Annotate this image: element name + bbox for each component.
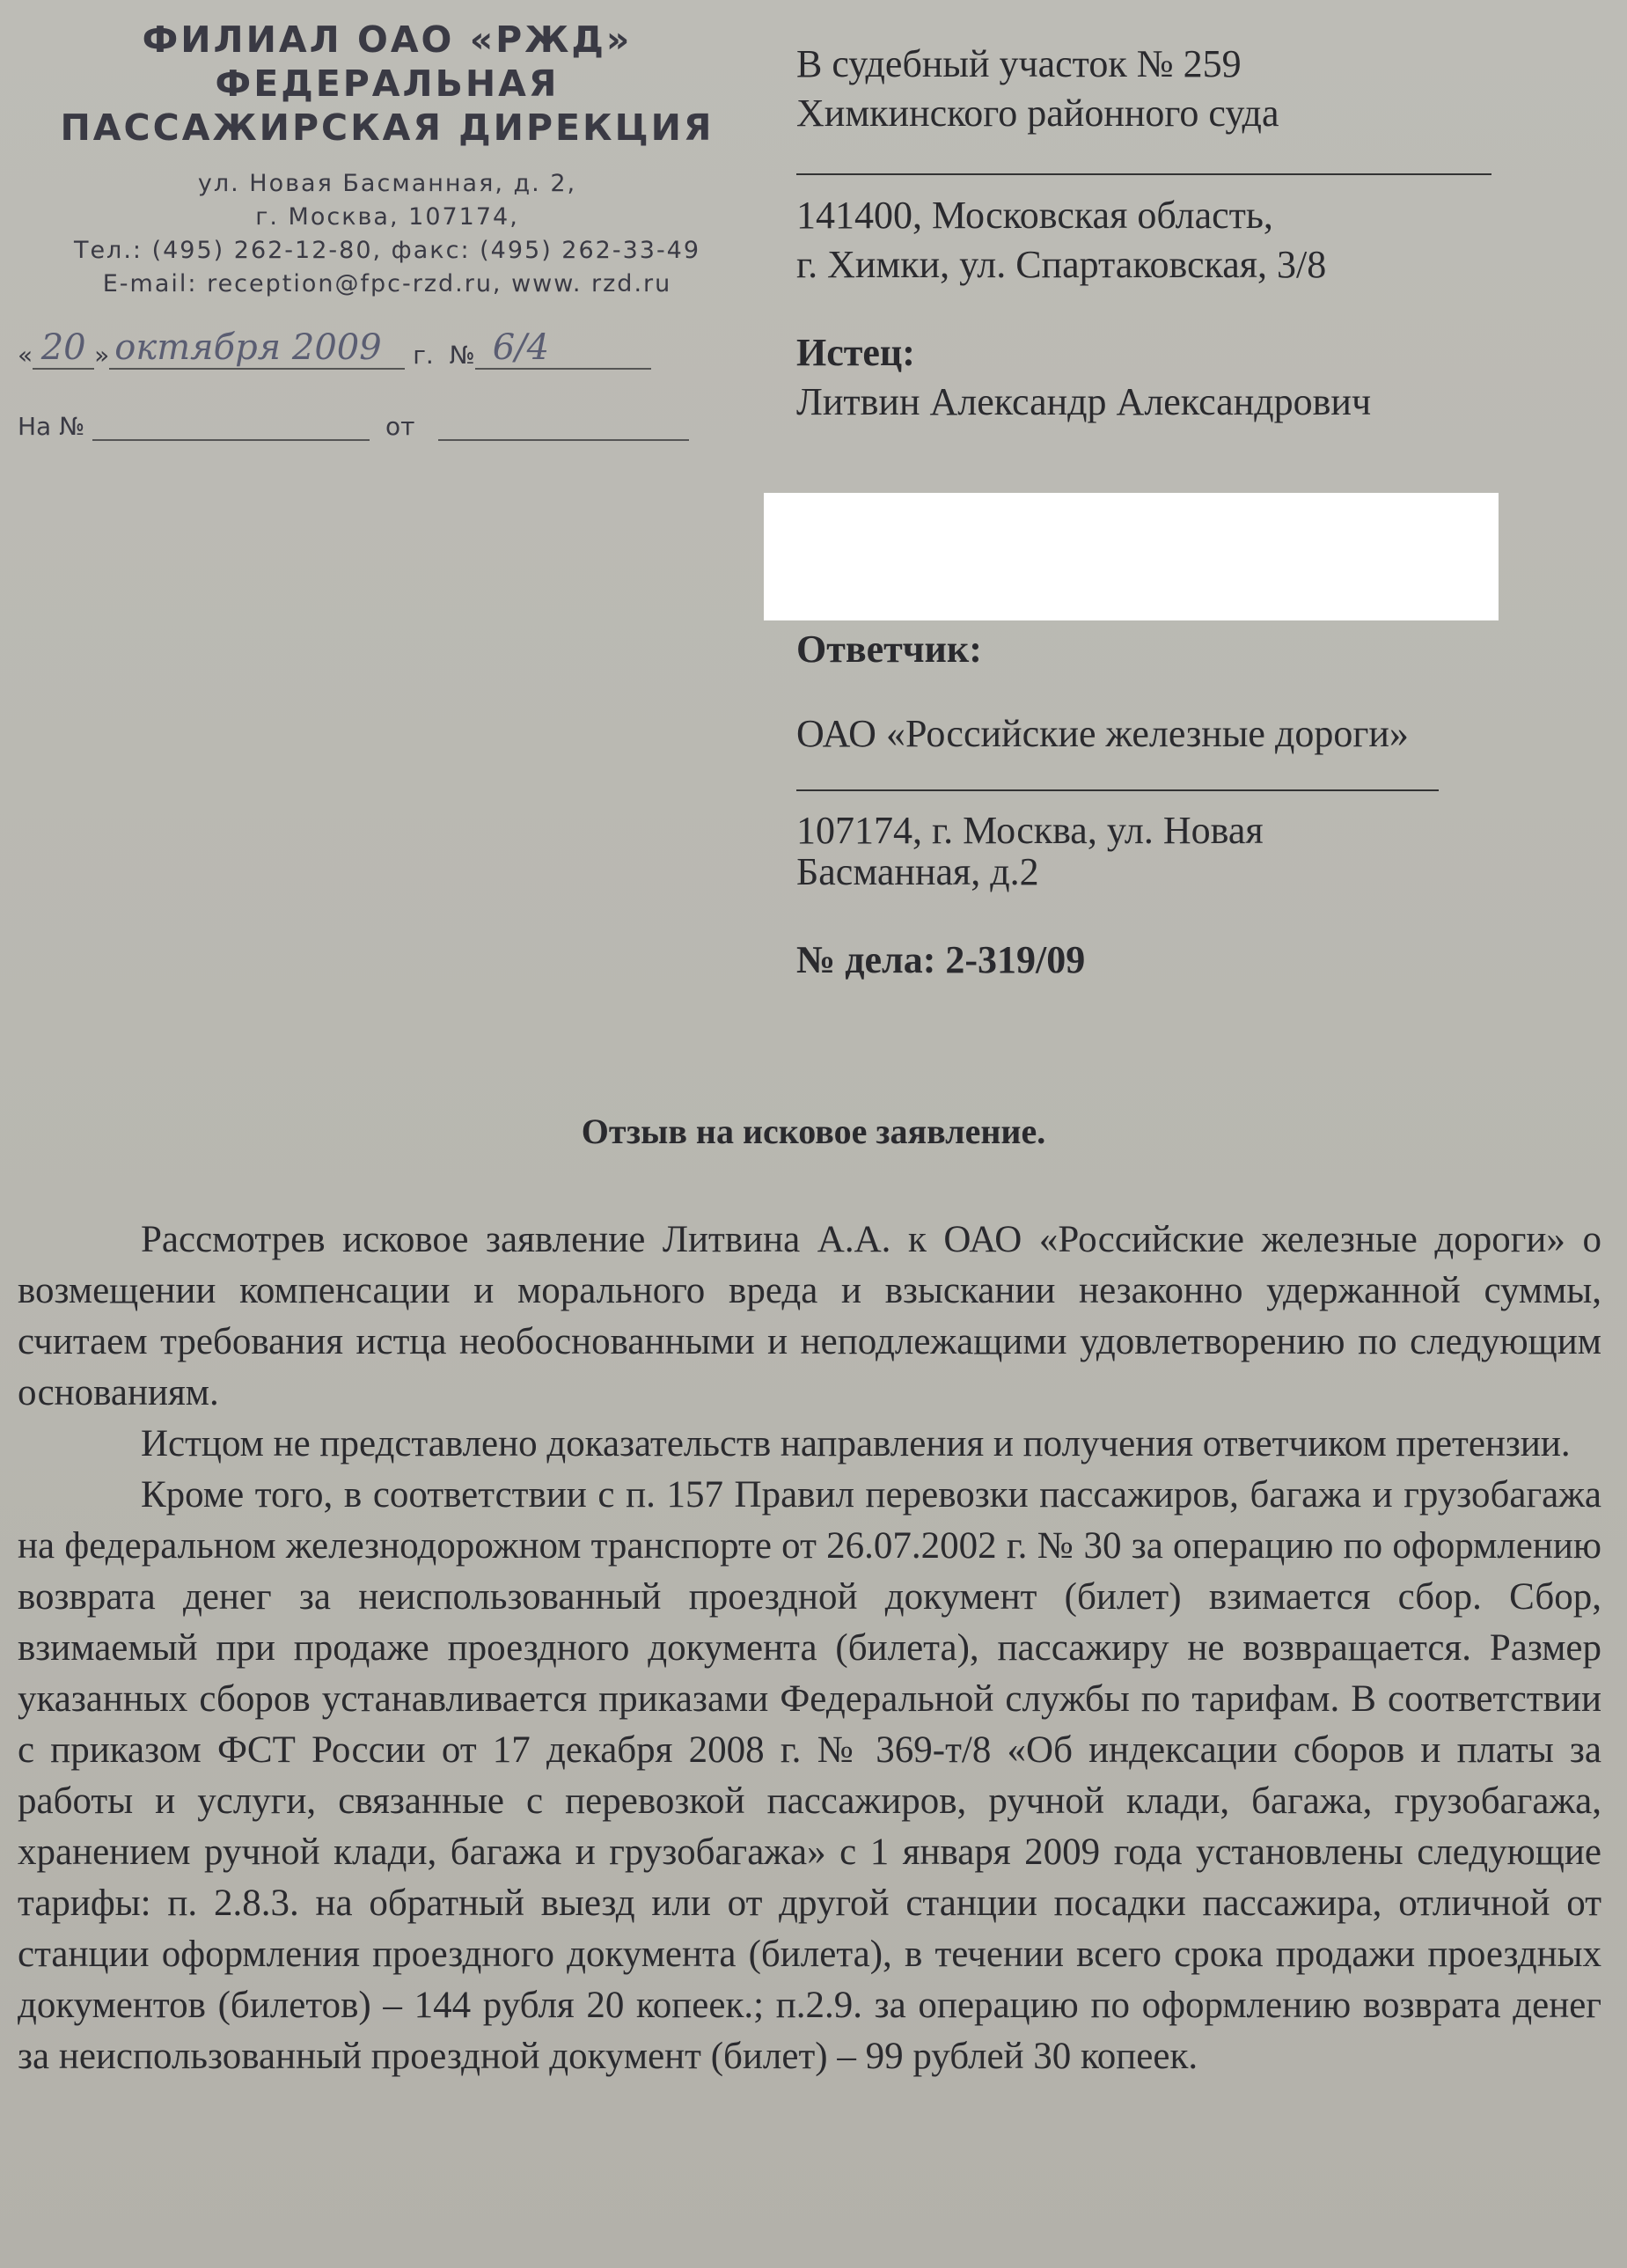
date-open-quote: « bbox=[18, 341, 33, 370]
plaintiff-label: Истец: bbox=[796, 331, 915, 374]
letterhead-org-line1: ФИЛИАЛ ОАО «РЖД» bbox=[142, 18, 633, 61]
letterhead-phone: Тел.: (495) 262-12-80, факс: (495) 262-33-49 bbox=[73, 237, 701, 264]
defendant-address-line2: Басманная, д.2 bbox=[796, 850, 1039, 893]
date-month: октября bbox=[114, 327, 282, 368]
court-line2: Химкинского районного суда bbox=[796, 92, 1279, 135]
defendant-divider bbox=[796, 789, 1439, 791]
reference-from-label: от bbox=[385, 412, 415, 441]
date-close-quote: » bbox=[94, 341, 110, 370]
defendant-label: Ответчик: bbox=[796, 628, 982, 671]
reference-number-blank bbox=[92, 413, 370, 441]
document-body bbox=[18, 1215, 1601, 2082]
outgoing-number: 6/4 bbox=[475, 327, 651, 370]
defendant-name: ОАО «Российские железные дороги» bbox=[796, 712, 1409, 755]
letterhead-email: E-mail: reception@fpc-rzd.ru, www. rzd.ru bbox=[102, 270, 672, 297]
defendant-address-line1: 107174, г. Москва, ул. Новая bbox=[796, 809, 1264, 852]
date-month-year bbox=[109, 327, 405, 370]
court-line1: В судебный участок № 259 bbox=[796, 42, 1242, 85]
date-year: 2009 bbox=[291, 327, 382, 368]
body-paragraph: Рассмотрев исковое заявление Литвина А.А. к ОАО «Российские железные дороги» о возмещении компенсации и морального вреда и взыскании незаконно удержанной суммы, считаем требования истца необоснованными и неподлежащими удовлетворению по следующим основаниям. bbox=[18, 1219, 1601, 1413]
letterhead-address-line1: ул. Новая Басманная, д. 2, bbox=[197, 170, 577, 197]
letterhead-org-line2: ФЕДЕРАЛЬНАЯ bbox=[215, 62, 560, 105]
date-year-suffix: г. bbox=[413, 341, 434, 370]
court-address-line2: г. Химки, ул. Спартаковская, 3/8 bbox=[796, 243, 1327, 286]
number-label: № bbox=[449, 341, 475, 370]
court-divider bbox=[796, 173, 1491, 175]
redaction-box bbox=[764, 493, 1499, 620]
plaintiff-name: Литвин Александр Александрович bbox=[796, 380, 1372, 423]
letterhead bbox=[35, 18, 739, 301]
reference-line bbox=[18, 412, 689, 441]
date-day: 20 bbox=[33, 327, 94, 370]
case-number: № дела: 2-319/09 bbox=[796, 938, 1086, 981]
reference-label: На № bbox=[18, 412, 85, 441]
body-paragraph: Истцом не представлено доказательств направления и получения ответчиком претензии. bbox=[141, 1423, 1571, 1464]
court-address-line1: 141400, Московская область, bbox=[796, 194, 1273, 237]
letterhead-address-line2: г. Москва, 107174, bbox=[255, 203, 519, 231]
reference-date-blank bbox=[438, 413, 689, 441]
body-paragraph: Кроме того, в соответствии с п. 157 Правил перевозки пассажиров, багажа и грузобагажа на федеральном железнодорожном транспорте от 26.07.2002 г. № 30 за операцию по оформлению возврата денег за неиспользованный проездной документ (билет) взимается сбор. Сбор, взимаемый при продаже проездного документа (билета), пассажиру не возвращается. Размер указанных сборов устанавливается приказами Федеральной службы по тарифам. В соответствии с приказом ФСТ России от 17 декабря 2008 г. № 369-т/8 «Об индексации сборов и платы за работы и услуги, связанные с перевозкой пассажиров, ручной клади, багажа, грузобагажа, хранением ручной клади, багажа и грузобагажа» с 1 января 2009 года установлены следующие тарифы: п. 2.8.3. на обратный выезд или от другой станции посадки пассажира, отличной от станции оформления проездного документа (билета), в течении всего срока продажи проездных документов (билетов) – 144 рубля 20 копеек.; п.2.9. за операцию по оформлению возврата денег за неиспользованный проездной документ (билет) – 99 рублей 30 копеек. bbox=[18, 1474, 1601, 2077]
outgoing-date-number bbox=[18, 327, 722, 370]
letterhead-org-line3: ПАССАЖИРСКАЯ ДИРЕКЦИЯ bbox=[60, 106, 715, 149]
document-title: Отзыв на исковое заявление. bbox=[581, 1112, 1046, 1151]
